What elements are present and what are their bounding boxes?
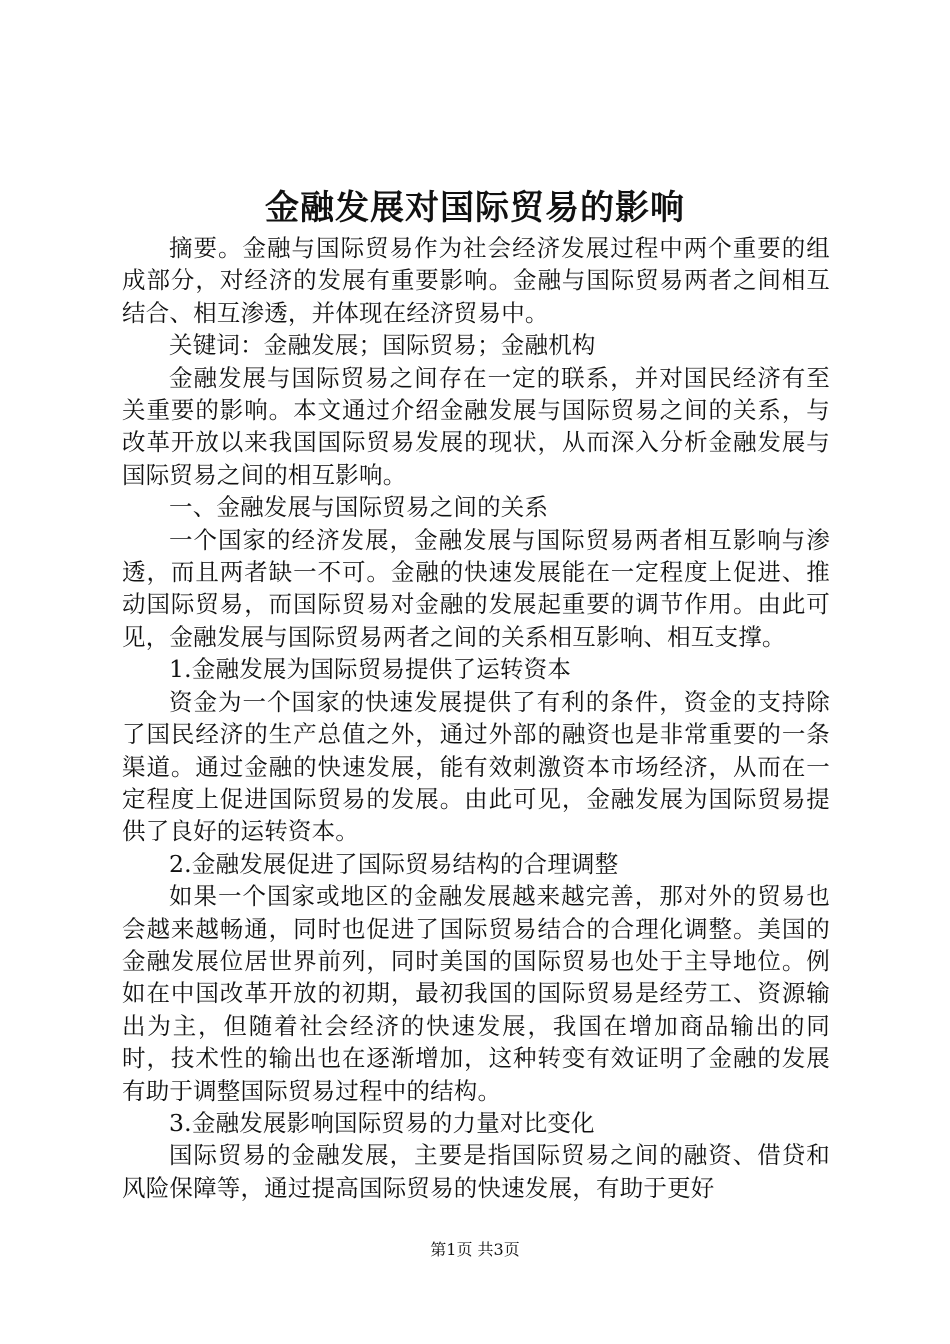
section-heading-1: 一、金融发展与国际贸易之间的关系 <box>169 493 549 522</box>
body-paragraph: 资金为一个国家的快速发展提供了有利的条件，资金的支持除了国民经济的生产总值之外，通过外部的融资也是非常重要的一条渠道。通过金融的快速发展，能有效刺激资本市场经济，从而在一定程度上促进国际贸易的发展。由此可见，金融发展为国际贸易提供了良好的运转资本。 <box>122 687 830 846</box>
subsection-heading-3: 3.金融发展影响国际贸易的力量对比变化 <box>169 1108 595 1137</box>
body-paragraph: 一个国家的经济发展，金融发展与国际贸易两者相互影响与渗透，而且两者缺一不可。金融的快速发展能在一定程度上促进、推动国际贸易，而国际贸易对金融的发展起重要的调节作用。由此可见，金融发展与国际贸易两者之间的关系相互影响、相互支撑。 <box>122 525 830 651</box>
page-number-footer: 第1页 共3页 <box>430 1240 520 1259</box>
abstract-paragraph: 摘要。金融与国际贸易作为社会经济发展过程中两个重要的组成部分，对经济的发展有重要影响。金融与国际贸易两者之间相互结合、相互渗透，并体现在经济贸易中。 <box>122 234 830 327</box>
subsection-heading-1: 1.金融发展为国际贸易提供了运转资本 <box>169 655 572 684</box>
body-paragraph: 如果一个国家或地区的金融发展越来越完善，那对外的贸易也会越来越畅通，同时也促进了国际贸易结合的合理化调整。美国的金融发展位居世界前列，同时美国的国际贸易也处于主导地位。例如在中国改革开放的初期，最初我国的国际贸易是经劳工、资源输出为主，但随着社会经济的快速发展，我国在增加商品输出的同时，技术性的输出也在逐渐增加，这种转变有效证明了金融的发展有助于调整国际贸易过程中的结构。 <box>122 882 830 1105</box>
keywords-line: 关键词：金融发展；国际贸易；金融机构 <box>169 331 596 360</box>
intro-paragraph: 金融发展与国际贸易之间存在一定的联系，并对国民经济有至关重要的影响。本文通过介绍金融发展与国际贸易之间的关系，与改革开放以来我国国际贸易发展的现状，从而深入分析金融发展与国际贸易之间的相互影响。 <box>122 363 830 489</box>
body-paragraph: 国际贸易的金融发展，主要是指国际贸易之间的融资、借贷和风险保障等，通过提高国际贸易的快速发展，有助于更好 <box>122 1141 830 1202</box>
document-body <box>122 232 830 1204</box>
document-title: 金融发展对国际贸易的影响 <box>265 188 685 228</box>
subsection-heading-2: 2.金融发展促进了国际贸易结构的合理调整 <box>169 849 619 878</box>
